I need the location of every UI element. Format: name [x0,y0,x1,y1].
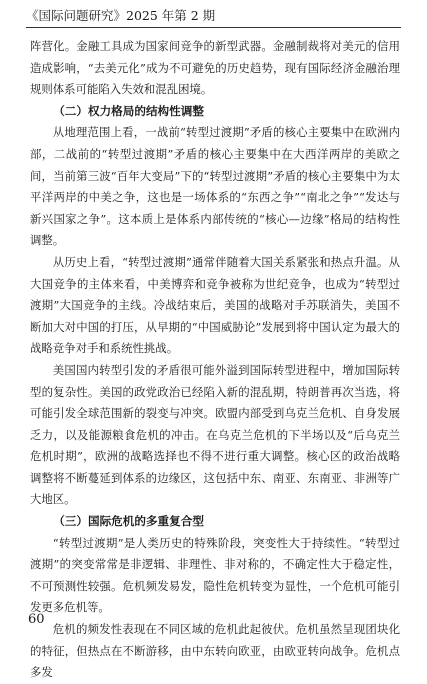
paragraph-intro-continued: 阵营化。金融工具成为国家间竞争的新型武器。金融制裁将对美元的信用造成影响，“去美元化”成为不可避免的历史趋势，现有国际经济金融治理规则体系可能陷入失效和混乱困境。 [30,39,400,97]
page-number: 60 [28,612,45,627]
paragraph-crisis: “转型过渡期”是人类历史的特殊阶段，突变性大于持续性。“转型过渡期”的突变常常是非逻辑、非理性、非对称的，不确定性大于稳定性，不可预测性较强。危机频发易发，隐性危机转变为显性，一个危机可能引发更多危机等。 [30,535,400,615]
running-header [26,6,401,26]
paragraph-crisis-frequency: 危机的频发性表现在不同区域的危机此起彼伏。危机虽然呈现团块化的特征，但热点在不断游移，由中东转向欧亚，由欧亚转向战争。危机点多发 [30,622,400,680]
header-rule [26,27,401,28]
journal-issue-title: 《国际问题研究》2025 年第 2 期 [26,8,216,23]
paragraph-us-domestic: 美国国内转型引发的矛盾很可能外溢到国际转型进程中，增加国际转型的复杂性。美国的政党政治已经陷入新的混乱期，特朗普再次当选，将可能引发全球范围新的裂变与冲突。欧盟内部受到乌克兰危机、自身发展乏力，以及能源粮食危机的冲击。在乌克兰危机的下半场以及“后乌克兰危机时期”，欧洲的战略选择也不得不进行重大调整。核心区的政治战略调整将不断蔓延到体系的边缘区，这包括中东、南亚、东南亚、非洲等广大地区。 [30,362,400,507]
paragraph-geography: 从地理范围上看，一战前“转型过渡期”矛盾的核心主要集中在欧洲内部，二战前的“转型过渡期”矛盾的核心主要集中在大西洋两岸的美欧之间，当前第三波“百年大变局”下的“转型过渡期”矛盾的核心主要集中为太平洋两岸的中美之争，这也是一场体系的“东西之争”“南北之争”“发达与新兴国家之争”。这本质上是体系内部传统的“核心—边缘”格局的结构性调整。 [30,125,400,248]
section-heading-crisis: （三）国际危机的多重复合型 [53,514,204,529]
article-body [30,36,400,684]
section-heading-power-structure: （二）权力格局的结构性调整 [53,103,204,118]
paragraph-history: 从历史上看，“转型过渡期”通常伴随着大国关系紧张和热点升温。从大国竞争的主体来看，中美博弈和竞争被称为世纪竞争，也成为“转型过渡期”大国竞争的主线。冷战结束后，美国的战略对手苏联消失，美国不断加大对中国的打压，从早期的“中国威胁论”发展到将中国认定为最大的战略竞争对手和系统性挑战。 [30,254,400,356]
